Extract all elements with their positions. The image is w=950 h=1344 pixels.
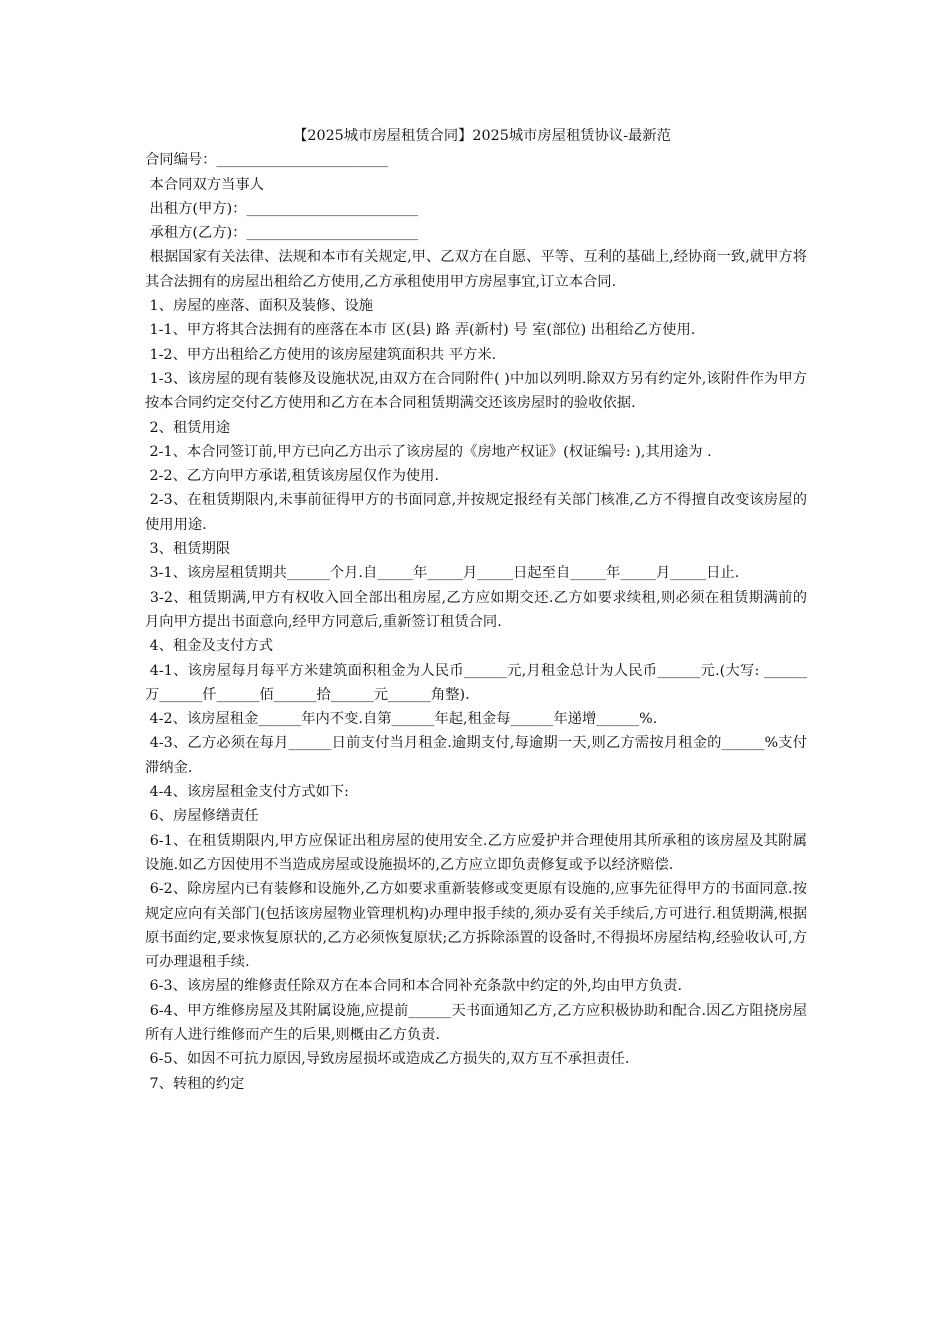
clause-paragraph: 4-4、该房屋租金支付方式如下:	[145, 784, 349, 801]
document-title: 【2025城市房屋租赁合同】2025城市房屋租赁协议-最新范	[293, 128, 671, 144]
clause-paragraph: 4-2、该房屋租金______年内不变.自第______年起,租金每______年递增______%.	[145, 711, 658, 728]
clause-paragraph: 1-3、该房屋的现有装修及设施状况,由双方在合同附件( )中加以列明.除双方另有约定外,该附件作为甲方按本合同约定交付乙方使用和乙方在本合同租赁期满交还该房屋时的验收依据.	[145, 370, 808, 412]
clause-paragraph: 4-3、乙方必须在每月______日前支付当月租金.逾期支付,每逾期一天,则乙方需按月租金的______%支付滞纳金.	[145, 735, 807, 776]
clause-paragraph: 6-1、在租赁期限内,甲方应保证出租房屋的使用安全.乙方应爱护并合理使用其所承租的该房屋及其附属设施.如乙方因使用不当造成房屋或设施损坏的,乙方应立即负责修复或予以经济赔偿.	[145, 832, 808, 873]
section-heading: 7、转租的约定	[145, 1075, 245, 1092]
clause-paragraph: 1-1、甲方将其合法拥有的座落在本市 区(县) 路 弄(新村) 号 室(部位) 出租给乙方使用.	[145, 322, 696, 339]
lessee-line: 承租方(乙方)：________________________	[145, 225, 419, 242]
clause-paragraph: 4-1、该房屋每月每平方米建筑面积租金为人民币______元,月租金总计为人民币______元.(大写: ______万______仟______佰______拾______元______角整).	[145, 662, 807, 703]
contract-number-line: 合同编号：________________________	[145, 152, 389, 169]
clause-paragraph: 3-1、该房屋租赁期共______个月.自_____年_____月_____日起至自_____年_____月_____日止.	[145, 565, 740, 582]
lessor-line: 出租方(甲方)：________________________	[145, 200, 419, 217]
section-heading: 3、租赁期限	[145, 541, 231, 558]
preamble-paragraph: 根据国家有关法律、法规和本市有关规定,甲、乙双方在自愿、平等、互利的基础上,经协商一致,就甲方将其合法拥有的房屋出租给乙方使用,乙方承租使用甲方房屋事宜,订立本合同.	[145, 249, 807, 290]
clause-paragraph: 2-3、在租赁期限内,未事前征得甲方的书面同意,并按规定报经有关部门核准,乙方不得擅自改变该房屋的使用用途.	[145, 492, 808, 533]
clause-paragraph: 6-5、如因不可抗力原因,导致房屋损坏或造成乙方损失的,双方互不承担责任.	[145, 1051, 630, 1068]
clause-paragraph: 2-1、本合同签订前,甲方已向乙方出示了该房屋的《房地产权证》(权证编号: ),其用途为 .	[145, 443, 712, 460]
section-heading: 6、房屋修缮责任	[145, 808, 259, 825]
clause-paragraph: 2-2、乙方向甲方承诺,租赁该房屋仅作为使用.	[145, 468, 440, 485]
section-heading: 2、租赁用途	[145, 419, 231, 436]
clause-paragraph: 6-4、甲方维修房屋及其附属设施,应提前______天书面通知乙方,乙方应积极协助和配合.因乙方阻挠房屋所有人进行维修而产生的后果,则概由乙方负责.	[145, 1002, 808, 1043]
clause-paragraph: 1-2、甲方出租给乙方使用的该房屋建筑面积共 平方米.	[145, 346, 497, 363]
parties-heading: 本合同双方当事人	[145, 176, 264, 193]
document-page	[145, 124, 812, 1096]
clause-paragraph: 6-2、除房屋内已有装修和设施外,乙方如要求重新装修或变更原有设施的,应事先征得甲方的书面同意.按规定应向有关部门(包括该房屋物业管理机构)办理申报手续的,须办妥有关手续后,方可进行.租赁期满,根据原书面约定,要求恢复原状的,乙方必须恢复原状;乙方拆除添置的设备时,不得损坏房屋结构,经验收认可,方可办理退租手续.	[145, 881, 808, 971]
section-heading: 4、租金及支付方式	[145, 638, 274, 655]
clause-paragraph: 6-3、该房屋的维修责任除双方在本合同和本合同补充条款中约定的外,均由甲方负责.	[145, 978, 683, 995]
clause-paragraph: 3-2、租赁期满,甲方有权收入回全部出租房屋,乙方应如期交还.乙方如要求续租,则必须在租赁期满前的 月向甲方提出书面意向,经甲方同意后,重新签订租赁合同.	[145, 589, 812, 630]
section-heading: 1、房屋的座落、面积及装修、设施	[145, 298, 374, 315]
